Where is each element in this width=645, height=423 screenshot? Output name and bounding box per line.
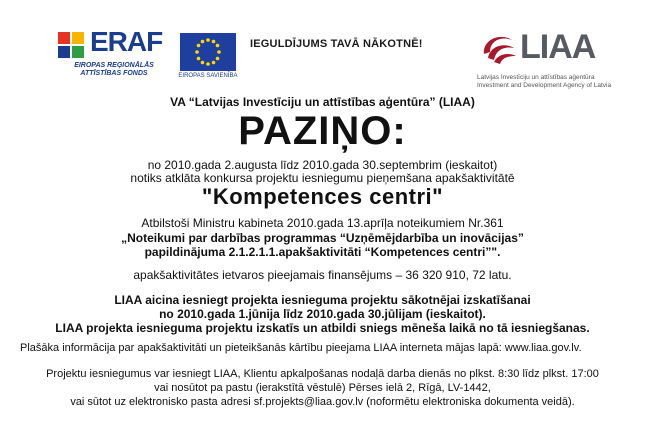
review-line: LIAA aicina iesniegt projekta iesnieguma projektu sākotnējai izskatīšanai (114, 293, 531, 307)
notice-heading: PAZIŅO: (238, 109, 407, 153)
competition-line: notiks atklāta konkursa projektu iesniegumu pieņemšana apakšaktivitātē (130, 171, 515, 185)
review-line: LIAA projekta iesnieguma projektu izskatīs un atbildi sniegs mēneša laikā no tā iesniegšanas. (55, 321, 590, 335)
liaa-logo-text: LIAA (520, 28, 596, 66)
organization-line: VA “Latvijas Investīciju un attīstības aģentūra” (LIAA) (170, 95, 475, 109)
eu-flag-icon (180, 33, 236, 71)
eraf-subtitle-line: EIROPAS REĢIONĀLĀS (74, 62, 154, 69)
liaa-subtitle-line: Investment and Development Agency of Latvia (477, 82, 612, 89)
eu-caption: EIROPAS SAVIENĪBA (178, 73, 238, 79)
regulation-line: Atbilstoši Ministru kabineta 2010.gada 13.aprīļa noteikumiem Nr.361 (141, 216, 504, 230)
regulation-line: „Noteikumi par darbības programmas “Uzņēmējdarbība un inovācijas” (121, 231, 524, 245)
liaa-subtitle (477, 74, 637, 90)
review-line: no 2010.gada 1.jūnija līdz 2010.gada 30.jūlijam (ieskaitot). (159, 307, 486, 321)
submit-line: vai sūtot uz elektronisko pasta adresi sf.projekts@liaa.gov.lv (noformētu elektroniska dokumenta veidā). (70, 396, 575, 408)
funding-line: apakšaktivitātes ietvaros pieejamais finansējums – 36 320 910, 72 latu. (133, 268, 512, 282)
regulation-line: papildinājuma 2.1.2.1.1.apakšaktivitāti “Kompetences centri”". (144, 245, 501, 259)
liaa-swirl-icon (478, 28, 518, 68)
liaa-subtitle-line: Latvijas Investīciju un attīstības aģentūra (477, 74, 595, 81)
eraf-logo-text: ERAF (90, 26, 163, 57)
submit-line: vai nosūtot pa pastu (ierakstītā vēstulē) Pērses ielā 2, Rīgā, LV-1442, (154, 382, 491, 394)
programme-title: "Kompetences centri" (201, 184, 444, 209)
period-line: no 2010.gada 2.augusta līdz 2010.gada 30.septembrim (ieskaitot) (147, 158, 498, 172)
motto: IEGULDĪJUMS TAVĀ NĀKOTNĒ! (250, 38, 423, 50)
info-line: Plašāka informācija par apakšaktivitāti un pieteikšanās kārtību pieejama LIAA interneta mājas lapā: www.liaa.gov.lv. (20, 342, 582, 354)
eraf-squares-icon (58, 32, 86, 60)
submit-line: Projektu iesniegumus var iesniegt LIAA, Klientu apkalpošanas nodaļā darba dienās no plkst. 8:30 līdz plkst. 17:00 (46, 368, 599, 380)
eraf-subtitle-line: ATTĪSTĪBAS FONDS (80, 70, 148, 77)
eraf-subtitle (54, 62, 174, 78)
eraf-logo (40, 22, 165, 80)
